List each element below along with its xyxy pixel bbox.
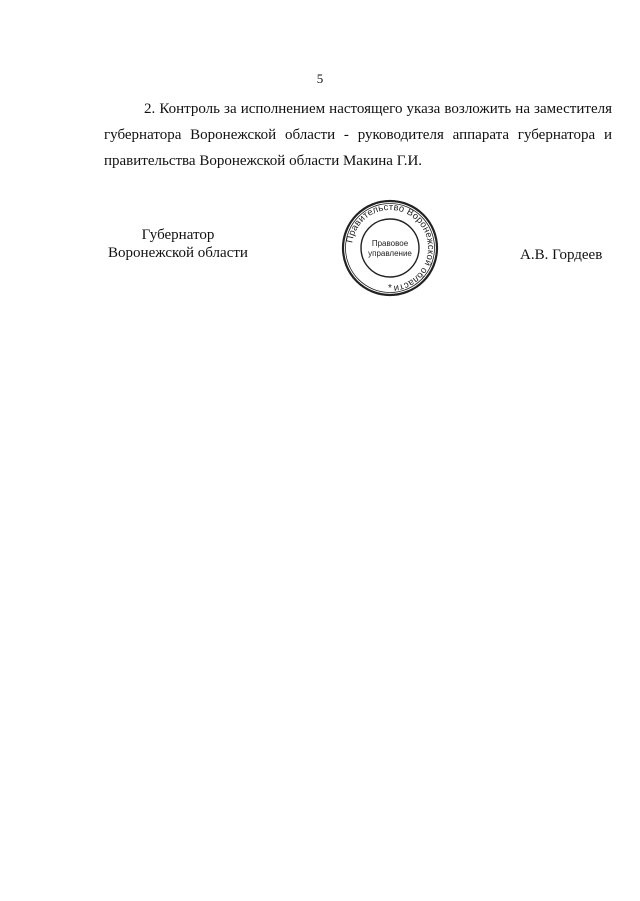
paragraph-line-2: губернатора Воронежской области - руководителя аппарата губернатора и <box>104 127 612 143</box>
signatory-title-line-1: Губернатор <box>141 227 215 243</box>
seal-center-line-2: управление <box>368 249 412 258</box>
paragraph-line-3: правительства Воронежской области Макина Г.И. <box>104 153 423 169</box>
signatory-name: А.В. Гордеев <box>520 247 603 263</box>
seal-ring-text-path: Правительство Воронежской области <box>343 200 438 295</box>
paragraph-line-1: 2. Контроль за исполнением настоящего указа возложить на заместителя <box>144 101 612 117</box>
seal-inner-ring <box>361 219 419 277</box>
clause-2-paragraph <box>104 96 612 174</box>
page-number: 5 <box>316 71 324 86</box>
signatory-title-line-2: Воронежской области <box>108 245 248 261</box>
seal-star: * <box>388 283 392 294</box>
official-seal-stamp <box>340 198 440 298</box>
signatory-title <box>98 226 258 262</box>
seal-center-line-1: Правовое <box>371 239 409 248</box>
